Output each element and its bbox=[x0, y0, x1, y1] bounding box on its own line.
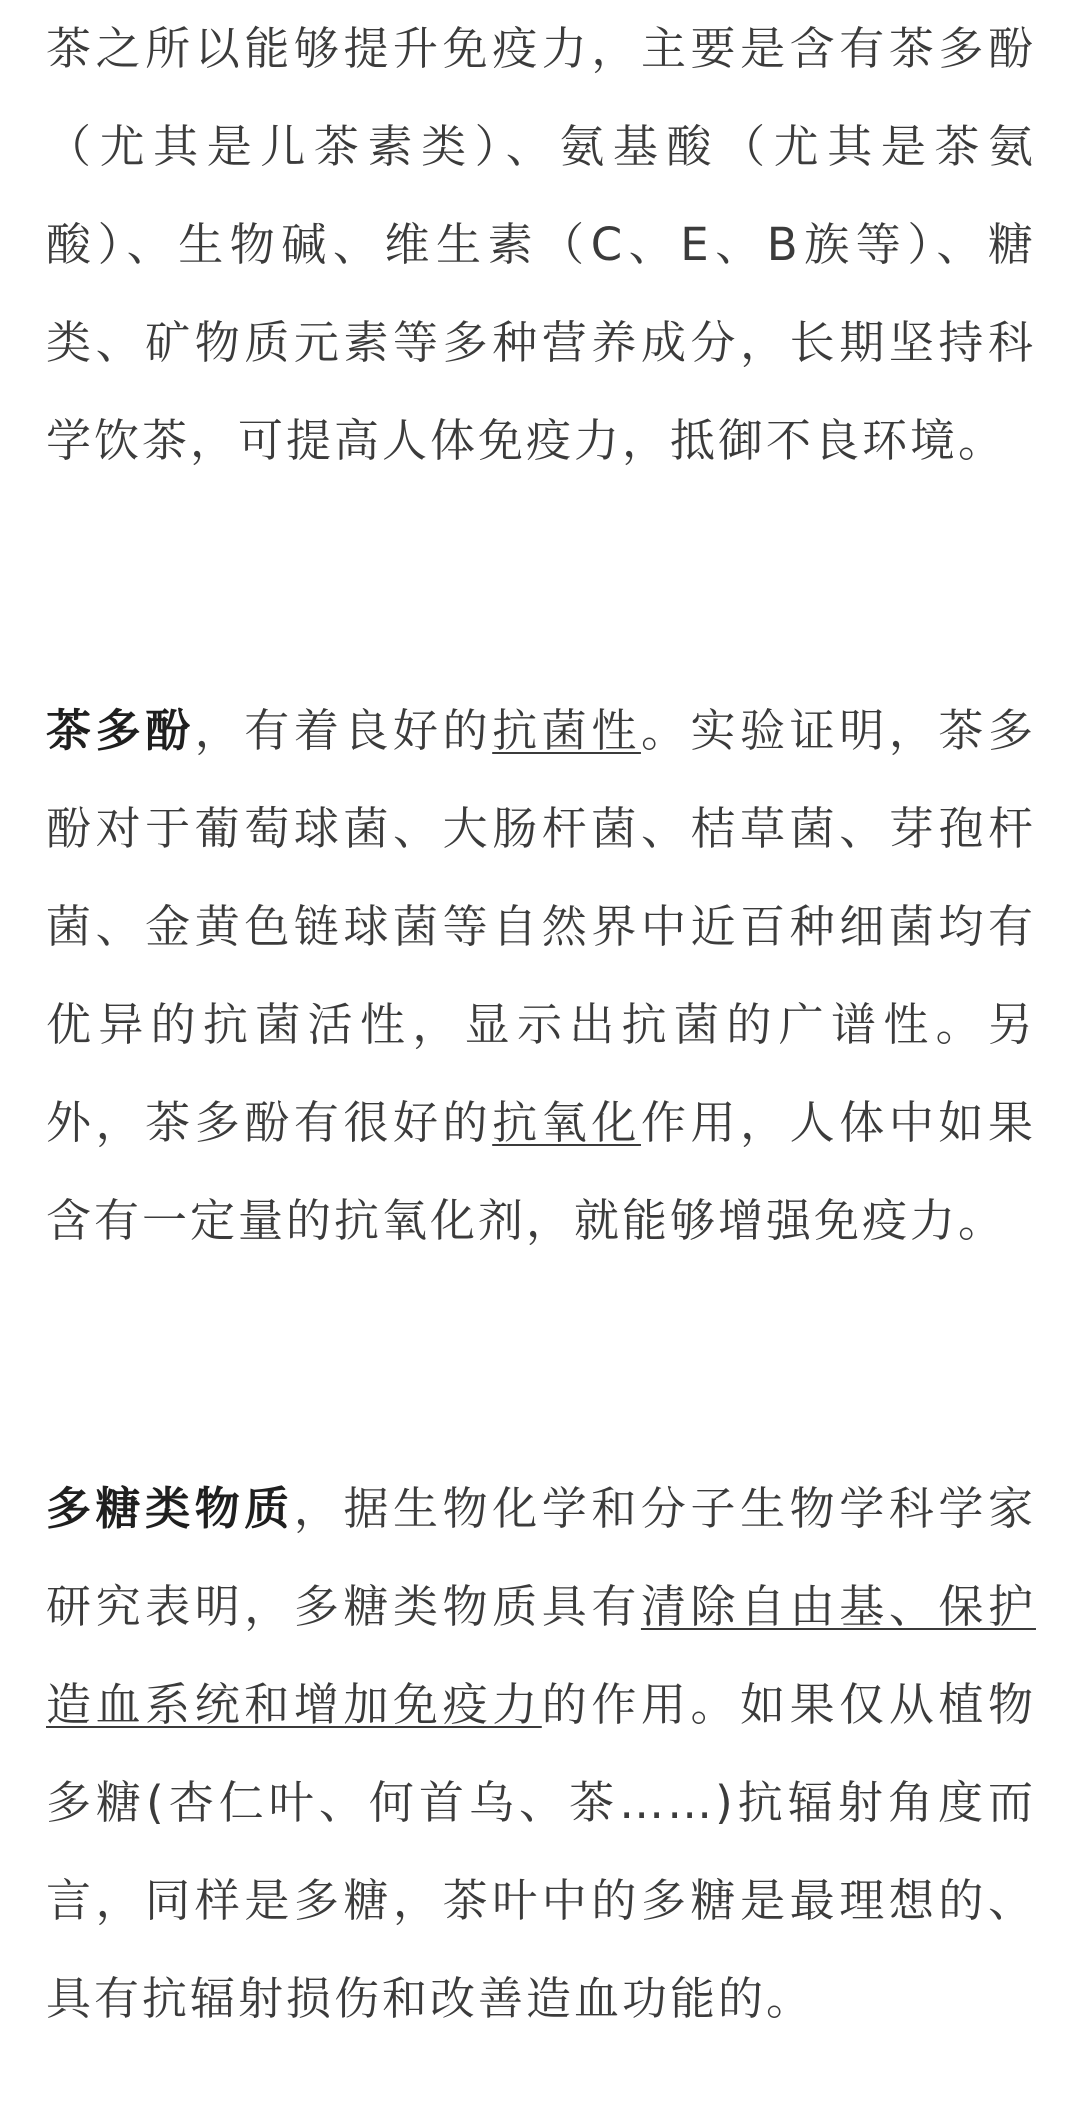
term-polysaccharides: 多糖类物质 bbox=[46, 1482, 294, 1535]
paragraph-text: 。实验证明，茶多酚对于葡萄球菌、大肠杆菌、桔草菌、芽孢杆菌、金黄色链球菌等自然界中近百种细菌均有优异的抗菌活性，显示出抗菌的广谱性。另外，茶多酚有很好的 bbox=[46, 704, 1036, 1149]
underlined-free-radical-effects: 清除自由基、保护造血系统和增加免疫力 bbox=[46, 1580, 1036, 1731]
paragraph-text: 的作用。如果仅从植物多糖(杏仁叶、何首乌、茶……)抗辐射角度而言，同样是多糖，茶叶中的多糖是最理想的、具有抗辐射损伤和改善造血功能的。 bbox=[46, 1678, 1036, 2025]
paragraph-text: ，有着良好的 bbox=[194, 704, 493, 757]
paragraph-immunity-intro bbox=[46, 0, 1036, 490]
paragraph-text: 作用，人体中如果含有一定量的抗氧化剂，就能够增强免疫力。 bbox=[46, 1096, 1036, 1247]
term-tea-polyphenols: 茶多酚 bbox=[46, 704, 195, 757]
underlined-antibacterial: 抗菌性 bbox=[492, 704, 641, 757]
paragraph-polysaccharides bbox=[46, 1460, 1036, 2048]
paragraph-tea-polyphenols bbox=[46, 682, 1036, 1270]
paragraph-text: 茶之所以能够提升免疫力，主要是含有茶多酚（尤其是儿茶素类）、氨基酸（尤其是茶氨酸）、生物碱、维生素（C、E、B族等）、糖类、矿物质元素等多种营养成分，长期坚持科学饮茶，可提高人体免疫力，抵御不良环境。 bbox=[46, 22, 1036, 467]
paragraph-text: ，据生物化学和分子生物学科学家研究表明，多糖类物质具有 bbox=[46, 1482, 1036, 1633]
underlined-antioxidant: 抗氧化 bbox=[492, 1096, 641, 1149]
